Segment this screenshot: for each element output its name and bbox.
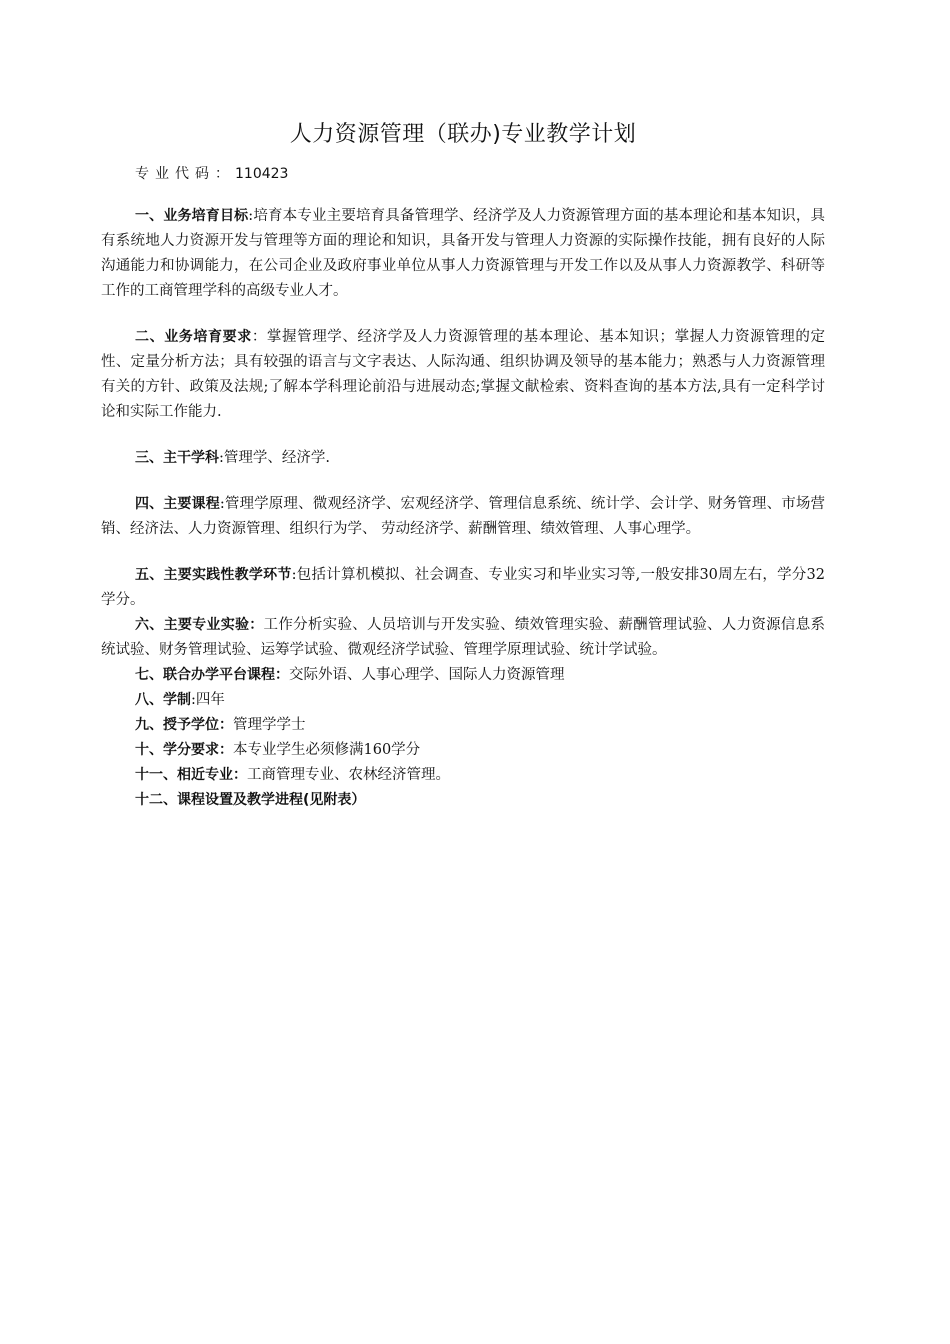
section-heading: 八、学制	[135, 692, 191, 708]
section-body: 交际外语、人事心理学、国际人力资源管理	[289, 667, 565, 683]
document-page	[101, 118, 825, 813]
section-body: 管理学学士	[233, 717, 306, 733]
section-practice	[101, 563, 825, 613]
section-body: 工作分析实验、人员培训与开发实验、绩效管理实验、薪酬管理试验、人力资源信息系统试验、财务管理试验、运筹学试验、微观经济学试验、管理学原理试验、统计学试验。	[101, 617, 825, 658]
section-body: :管理学原理、微观经济学、宏观经济学、管理信息系统、统计学、会计学、财务管理、市场营销、经济法、人力资源管理、组织行为学、 劳动经济学、薪酬管理、绩效管理、人事心理学。	[101, 496, 825, 537]
section-heading: 五、主要实践性教学环节	[135, 567, 292, 583]
section-curriculum	[101, 788, 825, 813]
section-heading: 七、联合办学平台课程：	[135, 667, 289, 683]
major-code-line	[101, 162, 825, 186]
document-title: 人力资源管理（联办)专业教学计划	[289, 122, 637, 147]
section-heading: 二、业务培育要求	[135, 329, 252, 345]
section-body: :管理学、经济学.	[219, 450, 330, 466]
section-body: 本专业学生必须修满160学分	[233, 742, 421, 758]
section-body: 工商管理专业、农林经济管理。	[247, 767, 450, 783]
section-body: :培育本专业主要培育具备管理学、经济学及人力资源管理方面的基本理论和基本知识，具有系统地人力资源开发与管理等方面的理论和知识，具备开发与管理人力资源的实际操作技能，拥有良好的人际沟通能力和协调能力，在公司企业及政府事业单位从事人力资源管理与开发工作以及从事人力资源教学、科研等工作的工商管理学科的高级专业人才。	[101, 208, 825, 299]
section-degree	[101, 713, 825, 738]
section-heading: 十一、相近专业：	[135, 767, 247, 783]
section-body: :四年	[191, 692, 225, 708]
section-heading: 十、学分要求：	[135, 742, 233, 758]
section-heading: 十二、课程设置及教学进程(见附表）	[135, 792, 366, 808]
section-credit-requirement	[101, 738, 825, 763]
section-body: :包括计算机模拟、社会调查、专业实习和毕业实习等,一般安排30周左右，学分32学分。	[101, 567, 825, 608]
section-main-disciplines	[101, 446, 825, 471]
section-heading: 六、主要专业实验：	[135, 617, 264, 633]
section-joint-platform-courses	[101, 663, 825, 688]
section-experiments	[101, 613, 825, 663]
section-body: ：掌握管理学、经济学及人力资源管理的基本理论、基本知识；掌握人力资源管理的定性、定量分析方法；具有较强的语言与文字表达、人际沟通、组织协调及领导的基本能力；熟悉与人力资源管理有关的方针、政策及法规;了解本学科理论前沿与进展动态;掌握文献检索、资料查询的基本方法,具有一定科学讨论和实际工作能力.	[101, 329, 826, 420]
section-heading: 九、授予学位：	[135, 717, 233, 733]
section-duration	[101, 688, 825, 713]
section-training-objective	[101, 204, 825, 304]
section-related-majors	[101, 763, 825, 788]
section-heading: 四、主要课程	[135, 496, 220, 512]
section-training-requirements	[101, 325, 825, 425]
major-code-label: 专业代码：	[135, 166, 235, 182]
section-heading: 三、主干学科	[135, 450, 219, 466]
major-code-value: 110423	[235, 166, 289, 182]
section-heading: 一、业务培育目标	[135, 208, 249, 224]
section-main-courses	[101, 492, 825, 542]
